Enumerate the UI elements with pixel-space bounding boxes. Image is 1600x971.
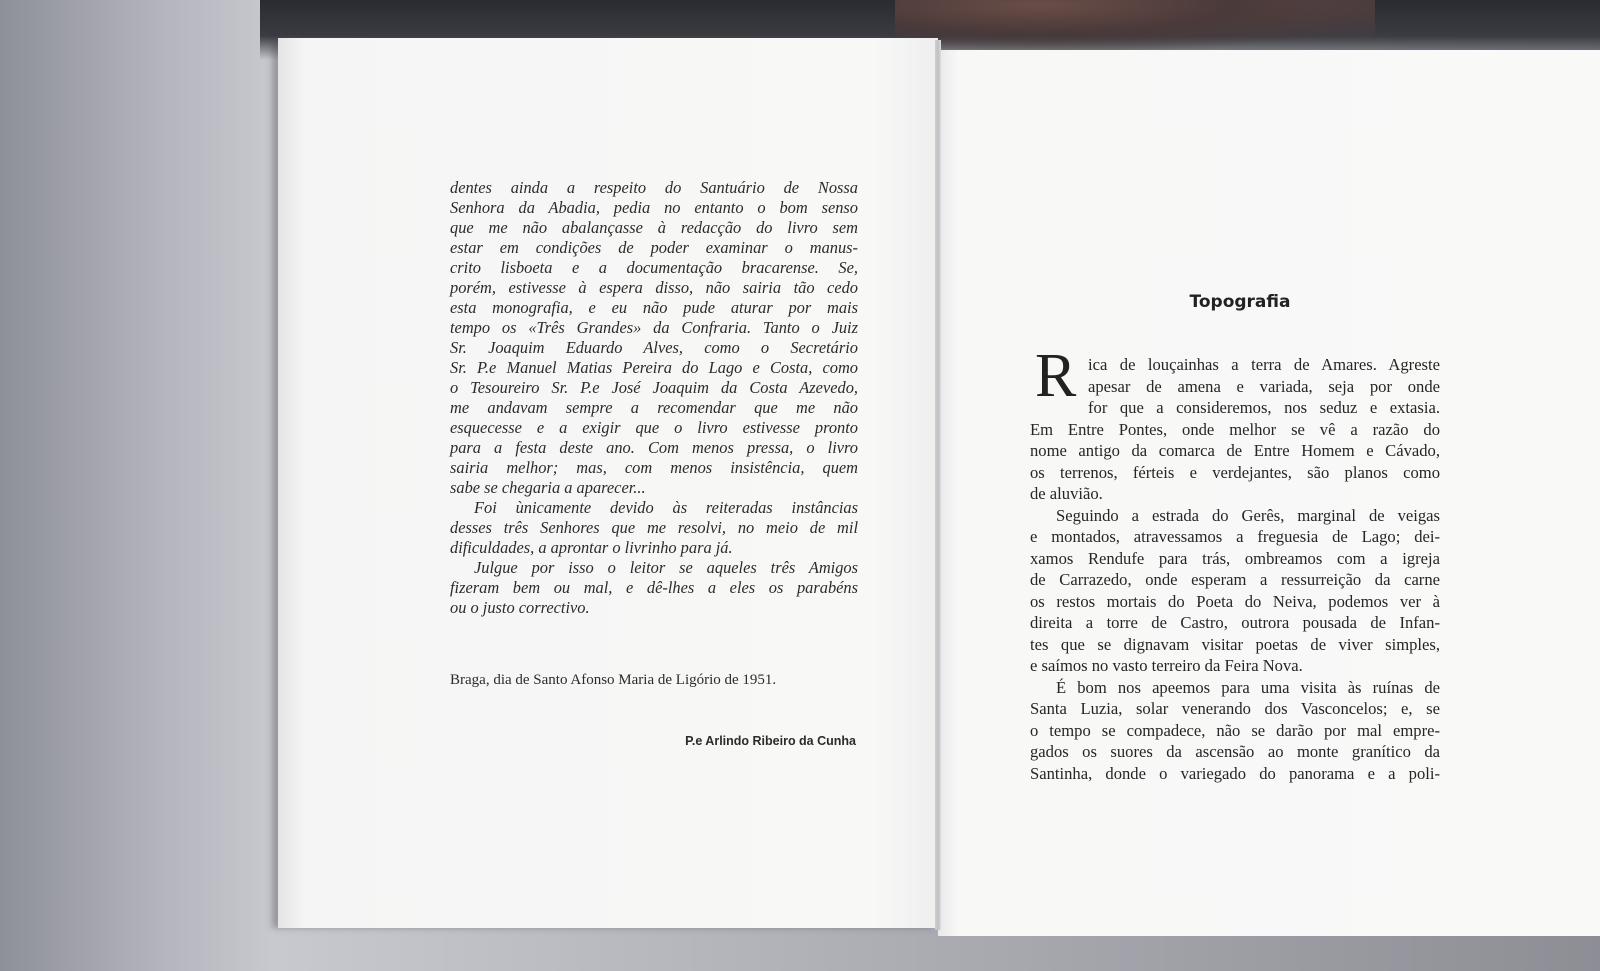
text-line: e saímos no vasto terreiro da Feira Nova. [1030, 656, 1303, 675]
text-line: tes que se dignavam visitar poetas de viver simples, [1030, 634, 1440, 654]
text-line: estar em condições de poder examinar o manus- [450, 238, 858, 257]
text-line: fizeram bem ou mal, e dê-lhes a eles os parabéns [450, 578, 858, 597]
date-line: Braga, dia de Santo Afonso Maria de Ligório de 1951. [450, 672, 777, 688]
text-line: Sr. Joaquim Eduardo Alves, como o Secretário [450, 338, 858, 357]
text-line: apesar de amena e variada, seja por onde [1088, 376, 1440, 396]
text-line: porém, estivesse à espera disso, não sairia tão cedo [450, 278, 858, 297]
text-line: nome antigo da comarca de Entre Homem e Cávado, [1030, 441, 1440, 460]
text-line: crito lisboeta e a documentação bracarense. Se, [450, 258, 858, 277]
author-signature: P.e Arlindo Ribeiro da Cunha [685, 734, 856, 748]
text-line: os terrenos, férteis e verdejantes, são planos como [1030, 462, 1440, 482]
text-line: sairia melhor; mas, com menos insistência, quem [450, 458, 858, 477]
text-line: esquecesse e a exigir que o livro estivesse pronto [450, 418, 858, 437]
text-line: para a festa deste ano. Com menos pressa, o livro [450, 438, 858, 457]
text-line: Em Entre Pontes, onde melhor se vê a razão do [1030, 419, 1440, 439]
drop-cap: R [1035, 342, 1077, 410]
text-line: ica de louçainhas a terra de Amares. Agreste [1088, 355, 1440, 374]
text-line: gados os suores da ascensão ao monte granítico da [1030, 742, 1440, 761]
text-line: e montados, atravessamos a freguesia de Lago; dei- [1030, 527, 1440, 546]
text-line: Seguindo a estrada do Gerês, marginal de veigas [1056, 505, 1440, 525]
text-line: ou o justo correctivo. [450, 598, 590, 617]
text-line: É bom nos apeemos para uma visita às ruínas de [1056, 677, 1440, 697]
text-line: o tempo se compadece, não se darão por mal empre- [1030, 720, 1440, 740]
left-page-text [450, 178, 858, 618]
text-line: que me não abalançasse à redacção do livro sem [450, 218, 858, 237]
chapter-title: Topografia [1189, 292, 1291, 312]
text-line: o Tesoureiro Sr. P.e José Joaquim da Costa Azevedo, [450, 378, 858, 397]
book-gutter [935, 40, 941, 930]
text-line: dificuldades, a aprontar o livrinho para já. [450, 538, 733, 557]
text-line: dentes ainda a respeito do Santuário de Nossa [450, 178, 858, 197]
text-line: sabe se chegaria a aparecer... [450, 478, 646, 497]
text-line: de aluvião. [1030, 484, 1103, 503]
text-line: esta monografia, e eu não pude aturar por mais [450, 298, 858, 317]
text-line: desses três Senhores que me resolvi, no meio de mil [450, 518, 858, 537]
text-line: de Carrazedo, onde esperam a ressurreição da carne [1030, 570, 1440, 589]
text-line: Santinha, donde o variegado do panorama e a poli- [1030, 763, 1440, 783]
text-line: Santa Luzia, solar venerando dos Vasconcelos; e, se [1030, 699, 1440, 718]
fingers-holding-book [895, 0, 1375, 52]
text-line: Sr. P.e Manuel Matias Pereira do Lago e Costa, como [450, 358, 858, 377]
text-line: Foi ùnicamente devido às reiteradas instâncias [474, 498, 858, 517]
text-line: Julgue por isso o leitor se aqueles três Amigos [474, 558, 858, 577]
text-line: xamos Rendufe para trás, ombreamos com a igreja [1030, 548, 1440, 568]
text-line: os restos mortais do Poeta do Neiva, podemos ver à [1030, 591, 1440, 611]
text-line: direita a torre de Castro, outrora pousada de Infan- [1030, 613, 1440, 632]
text-line: Senhora da Abadia, pedia no entanto o bom senso [450, 198, 858, 217]
text-line: for que a consideremos, nos seduz e extasia. [1088, 398, 1440, 417]
right-page-text [1030, 354, 1440, 784]
text-line: tempo os «Três Grandes» da Confraria. Tanto o Juiz [450, 318, 858, 337]
text-line: me andavam sempre a recomendar que me não [450, 398, 858, 417]
